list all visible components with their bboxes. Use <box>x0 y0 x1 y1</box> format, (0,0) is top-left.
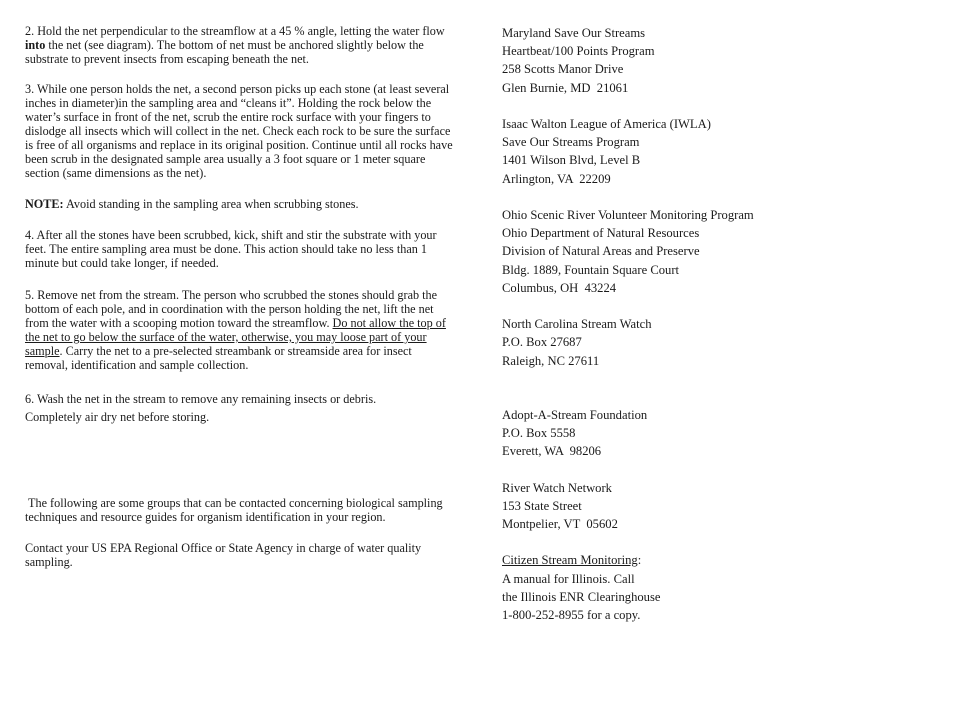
step-6-paragraph <box>25 390 457 426</box>
citizen-stream-monitoring <box>502 551 922 624</box>
address-ohio <box>502 206 922 297</box>
address-line: Isaac Walton League of America (IWLA) <box>502 117 711 131</box>
address-line: Montpelier, VT 05602 <box>502 517 618 532</box>
step-5-underlined-warning: Do not allow the top of the net to go below the surface of the water, otherwise, you may loose part of your sample <box>25 316 446 358</box>
address-adopt-a-stream <box>502 406 922 461</box>
step-2-text-a: 2. Hold the net perpendicular to the streamflow at a 45 % angle, letting the water flow <box>25 24 445 38</box>
step-3-paragraph: 3. While one person holds the net, a second person picks up each stone (at least several inches in diameter)in the sampling area and “cleans it”. Holding the rock below the water’s surface in front of the net, scrub the entire rock surface with your fingers to dislodge all insects which will collect in the net. Check each rock to be sure the surface is free of all organisms and replace in its original position. Continue until all rocks have been scrub in the designated sample area usually a 3 foot square or 1 meter square section (same dimensions as the net). <box>25 82 453 180</box>
step-6-line-2: Completely air dry net before storing. <box>25 410 210 424</box>
address-line: River Watch Network <box>502 480 612 495</box>
address-line: Heartbeat/100 Points Program <box>502 44 655 59</box>
address-line: Glen Burnie, MD 21061 <box>502 80 629 95</box>
address-north-carolina <box>502 315 922 370</box>
step-5-paragraph <box>25 288 457 372</box>
note-text: Avoid standing in the sampling area when scrubbing stones. <box>63 197 359 211</box>
right-column-contacts <box>502 24 922 642</box>
address-maryland <box>502 24 922 97</box>
note-label: NOTE: <box>25 197 64 211</box>
address-line: Save Our Streams Program <box>502 135 640 150</box>
citizen-title-colon: : <box>637 553 642 568</box>
address-line: P.O. Box 5558 <box>502 426 576 441</box>
citizen-title-line <box>502 551 922 569</box>
address-river-watch <box>502 479 922 534</box>
step-4-paragraph: 4. After all the stones have been scrubbed, kick, shift and stir the substrate with your feet. The entire sampling area must be done. This action should take no less than 1 minute but could take longer, if needed. <box>25 228 437 270</box>
address-line: Maryland Save Our Streams <box>502 26 646 40</box>
address-line: Everett, WA 98206 <box>502 444 602 459</box>
address-line: the Illinois ENR Clearinghouse <box>502 589 661 604</box>
step-2-bold-into: into <box>25 38 46 52</box>
groups-intro-paragraph: The following are some groups that can be contacted concerning biological sampling techniques and resource guides for organism identification in your region. <box>25 496 446 524</box>
address-line: Raleigh, NC 27611 <box>502 353 600 368</box>
address-line: 153 State Street <box>502 498 582 513</box>
address-line: 1401 Wilson Blvd, Level B <box>502 153 641 168</box>
address-line: Adopt-A-Stream Foundation <box>502 407 648 422</box>
address-line: Bldg. 1889, Fountain Square Court <box>502 262 680 277</box>
address-line: 1-800-252-8955 for a copy. <box>502 608 641 623</box>
address-line: North Carolina Stream Watch <box>502 317 652 332</box>
note-paragraph <box>25 197 457 211</box>
address-line: Division of Natural Areas and Preserve <box>502 244 700 259</box>
address-line: P.O. Box 27687 <box>502 335 582 350</box>
address-line: Ohio Scenic River Volunteer Monitoring Program <box>502 208 754 222</box>
step-2-text-b: the net (see diagram). The bottom of net must be anchored slightly below the substrate to prevent insects from escaping beneath the net. <box>25 38 424 66</box>
address-line: Arlington, VA 22209 <box>502 171 611 186</box>
address-line: Ohio Department of Natural Resources <box>502 226 700 241</box>
step-2-paragraph <box>25 24 457 66</box>
left-column <box>25 24 457 569</box>
step-5-text-b: . Carry the net to a pre-selected streambank or streamside area for insect removal, identification and sample collection. <box>25 344 412 372</box>
address-line: Columbus, OH 43224 <box>502 280 617 295</box>
contact-epa-paragraph: Contact your US EPA Regional Office or State Agency in charge of water quality sampling. <box>25 541 422 569</box>
step-5-text-a: 5. Remove net from the stream. The person who scrubbed the stones should grab the bottom of each pole, and in coordination with the person holding the net, lift the net from the water with a scooping motion toward the streamflow. <box>25 288 438 330</box>
address-line: 258 Scotts Manor Drive <box>502 62 624 77</box>
step-6-line-1: 6. Wash the net in the stream to remove any remaining insects or debris. <box>25 392 377 406</box>
address-iwla <box>502 115 922 188</box>
citizen-title: Citizen Stream Monitoring <box>502 553 638 568</box>
address-line: A manual for Illinois. Call <box>502 571 635 586</box>
